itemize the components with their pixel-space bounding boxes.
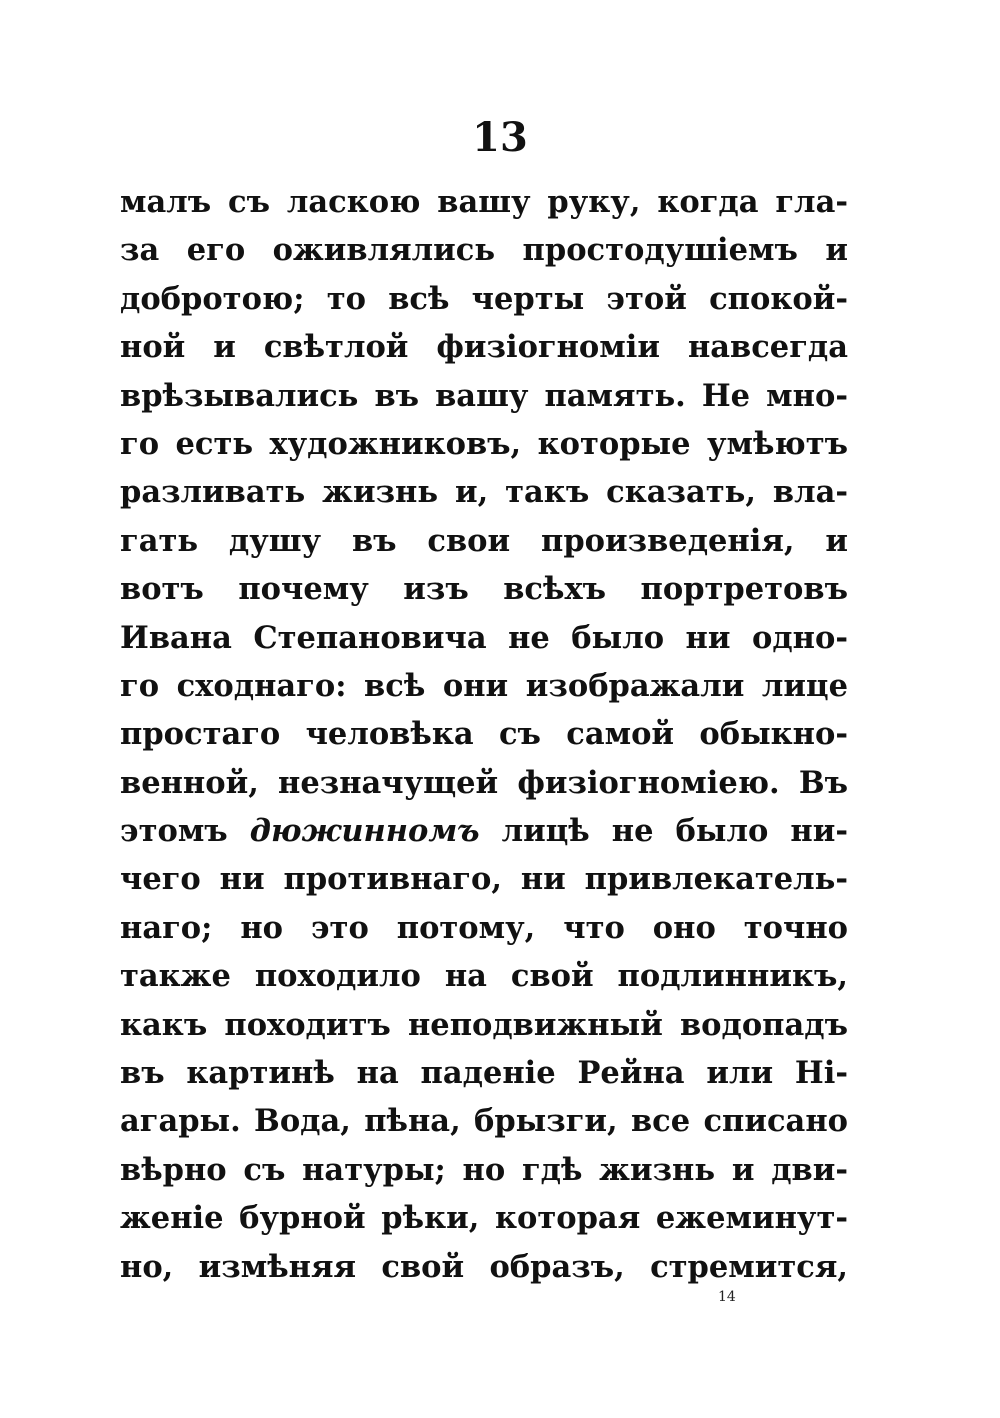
text-line: Ивана Степановича не было ни одно- [120,619,848,656]
text-line: вѣрно съ натуры; но гдѣ жизнь и дви- [120,1151,848,1188]
text-line: но, измѣняя свой образъ, стремится, [120,1248,848,1285]
text-line: женіе бурной рѣки, которая ежеминут- [120,1200,848,1237]
text-line: агары. Вода, пѣна, брызги, все списано [120,1103,848,1140]
line-segment: лицѣ не было ни- [479,813,848,850]
text-line: ной и свѣтлой физіогноміи навсегда [120,329,848,366]
page-number: 13 [472,114,528,161]
text-line: въ картинѣ на паденіе Рейна или Ні- [120,1055,848,1092]
text-line: разливать жизнь и, такъ сказать, вла- [120,474,848,511]
text-line: также походило на свой подлинникъ, [120,958,848,995]
text-line: какъ походитъ неподвижный водопадъ [120,1006,848,1043]
text-line: малъ съ ласкою вашу руку, когда гла- [120,184,848,220]
line-segment: этомъ [120,813,250,850]
text-line: гать душу въ свои произведенія, и [120,522,848,559]
body-text [120,178,848,1291]
text-line: чего ни противнаго, ни привлекатель- [120,861,848,898]
text-line: за его оживлялись простодушіемъ и [120,232,848,269]
text-line: простаго человѣка съ самой обыкно- [120,716,848,753]
text-line: го сходнаго: всѣ они изображали лице [120,667,848,704]
text-line: врѣзывались въ вашу память. Не мно- [120,377,848,414]
text-line: наго; но это потому, что оно точно [120,909,848,946]
italic-phrase: дюжинномъ [249,813,480,850]
text-line: добротою; то всѣ черты этой спокой- [120,280,848,317]
catchword: 14 [718,1290,736,1304]
text-line: го есть художниковъ, которые умѣютъ [120,425,848,462]
text-line: венной, незначущей физіогноміею. Въ [120,764,848,801]
text-line-italic-phrase [120,807,848,855]
text-line: вотъ почему изъ всѣхъ портретовъ [120,571,848,608]
